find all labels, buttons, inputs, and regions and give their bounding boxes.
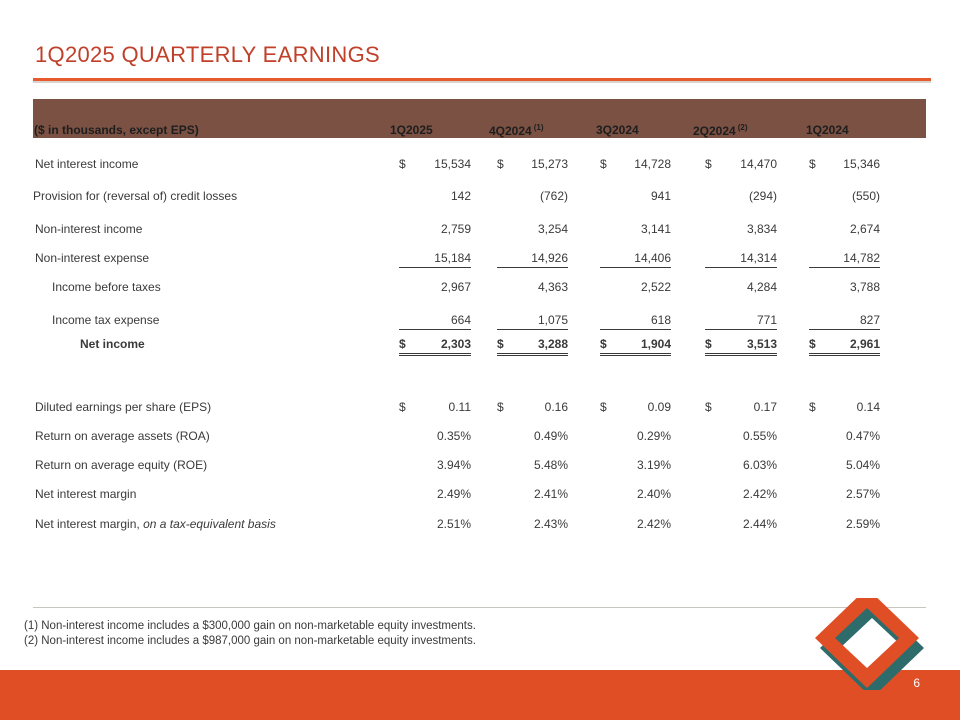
table-cell	[705, 487, 777, 503]
cell-value: 2.42%	[742, 487, 777, 501]
table-cell	[600, 222, 671, 238]
table-cell	[399, 251, 471, 268]
table-cell	[809, 157, 880, 173]
row-label: Income tax expense	[52, 313, 160, 327]
table-cell	[705, 429, 777, 445]
cell-value: 4,284	[746, 280, 777, 294]
footnote-1: (1) Non-interest income includes a $300,000 gain on non-marketable equity investments.	[24, 620, 476, 632]
cell-value: 0.17	[753, 400, 777, 414]
table-cell	[809, 251, 880, 268]
cell-value: 664	[450, 313, 471, 327]
cell-value: 2.57%	[845, 487, 880, 501]
table-cell	[399, 487, 471, 503]
table-cell	[399, 313, 471, 330]
cell-value: 14,926	[531, 251, 568, 265]
cell-value: 14,406	[634, 251, 671, 265]
header-label: ($ in thousands, except EPS)	[34, 123, 199, 137]
table-cell	[600, 400, 671, 416]
row-label: Net interest income	[35, 157, 139, 171]
cell-value: 1,904	[640, 337, 671, 351]
currency-symbol: $	[399, 400, 406, 414]
row-label: Net interest margin, on a tax-equivalent basis	[35, 517, 276, 531]
row-label: Net income	[80, 337, 145, 351]
table-cell	[399, 429, 471, 445]
table-cell	[809, 280, 880, 296]
cell-value: 14,314	[740, 251, 777, 265]
table-cell	[497, 487, 568, 503]
cell-value: (550)	[851, 189, 880, 203]
header-col-1q2024: 1Q2024	[806, 123, 849, 137]
table-cell	[399, 222, 471, 238]
row-label: Non-interest expense	[35, 251, 150, 265]
table-cell	[497, 400, 568, 416]
cell-value: 2.44%	[742, 517, 777, 531]
table-row	[0, 222, 960, 240]
cell-value: 0.47%	[845, 429, 880, 443]
cell-value: 3.94%	[436, 458, 471, 472]
cell-value: 2,961	[849, 337, 880, 351]
footnotes	[24, 619, 476, 649]
currency-symbol: $	[809, 157, 816, 171]
cell-value: 2.41%	[533, 487, 568, 501]
row-label: Diluted earnings per share (EPS)	[35, 400, 212, 414]
currency-symbol: $	[497, 157, 504, 171]
currency-symbol: $	[399, 337, 406, 351]
cell-value: (762)	[539, 189, 568, 203]
cell-value: 3,288	[537, 337, 568, 351]
cell-value: 0.49%	[533, 429, 568, 443]
cell-value: 0.16	[544, 400, 568, 414]
currency-symbol: $	[600, 400, 607, 414]
cell-value: 4,363	[537, 280, 568, 294]
table-cell	[497, 222, 568, 238]
cell-value: 618	[650, 313, 671, 327]
row-label: Net interest margin	[35, 487, 137, 501]
row-label: Provision for (reversal of) credit losses	[33, 189, 238, 203]
footnote-rule	[33, 607, 926, 608]
table-cell	[497, 189, 568, 205]
table-cell	[497, 157, 568, 173]
cell-value: 0.09	[647, 400, 671, 414]
cell-value: 0.29%	[636, 429, 671, 443]
header-col-1q2025: 1Q2025	[390, 123, 433, 137]
currency-symbol: $	[497, 400, 504, 414]
cell-value: 941	[650, 189, 671, 203]
table-cell	[705, 458, 777, 474]
table-cell	[600, 251, 671, 268]
cell-value: 2,522	[640, 280, 671, 294]
table-cell	[705, 337, 777, 356]
currency-symbol: $	[705, 337, 712, 351]
currency-symbol: $	[705, 157, 712, 171]
table-cell	[809, 429, 880, 445]
cell-value: 15,346	[843, 157, 880, 171]
cell-value: 15,184	[434, 251, 471, 265]
table-cell	[600, 517, 671, 533]
table-cell	[497, 280, 568, 296]
table-cell	[497, 458, 568, 474]
table-cell	[497, 517, 568, 533]
table-row	[0, 280, 960, 298]
cell-value: 0.11	[448, 400, 471, 414]
cell-value: 2,967	[440, 280, 471, 294]
table-cell	[497, 429, 568, 445]
cell-value: 2,303	[440, 337, 471, 351]
currency-symbol: $	[497, 337, 504, 351]
table-cell	[600, 189, 671, 205]
table-cell	[399, 337, 471, 356]
table-cell	[600, 458, 671, 474]
cell-value: 771	[756, 313, 777, 327]
currency-symbol: $	[809, 400, 816, 414]
header-col-2q2024: 2Q2024 $^{(2)}$	[693, 123, 748, 138]
cell-value: 5.48%	[533, 458, 568, 472]
row-label-italic: on a tax-equivalent basis	[143, 517, 276, 531]
table-cell	[497, 313, 568, 330]
cell-value: 3,513	[746, 337, 777, 351]
cell-value: 0.55%	[742, 429, 777, 443]
row-label: Return on average equity (ROE)	[35, 458, 208, 472]
table-cell	[399, 157, 471, 173]
currency-symbol: $	[809, 337, 816, 351]
cell-value: 3,141	[640, 222, 671, 236]
currency-symbol: $	[399, 157, 406, 171]
table-cell	[600, 280, 671, 296]
table-cell	[809, 189, 880, 205]
table-cell	[705, 157, 777, 173]
currency-symbol: $	[705, 400, 712, 414]
table-cell	[705, 280, 777, 296]
cell-value: 0.35%	[436, 429, 471, 443]
table-cell	[809, 487, 880, 503]
table-row	[0, 313, 960, 331]
cell-value: 15,534	[434, 157, 471, 171]
page-title: 1Q2025 QUARTERLY EARNINGS	[35, 42, 380, 67]
table-cell	[497, 337, 568, 356]
cell-value: 2.51%	[436, 517, 471, 531]
table-cell	[809, 222, 880, 238]
table-row	[0, 400, 960, 418]
table-cell	[399, 458, 471, 474]
table-cell	[809, 400, 880, 416]
table-cell	[809, 337, 880, 356]
table-cell	[600, 429, 671, 445]
table-row	[0, 429, 960, 447]
header-note-1: (1)	[533, 123, 544, 132]
table-cell	[600, 337, 671, 356]
cell-value: 14,782	[843, 251, 880, 265]
cell-value: 6.03%	[742, 458, 777, 472]
row-label: Non-interest income	[35, 222, 143, 236]
cell-value: 3,254	[537, 222, 568, 236]
table-row	[0, 487, 960, 505]
cell-value: 14,728	[634, 157, 671, 171]
cell-value: 2.43%	[533, 517, 568, 531]
cell-value: 3.19%	[636, 458, 671, 472]
table-row-total	[0, 337, 960, 355]
currency-symbol: $	[600, 337, 607, 351]
header-col-3q2024: 3Q2024	[596, 123, 639, 137]
table-cell	[809, 313, 880, 330]
table-cell	[809, 458, 880, 474]
cell-value: 2.42%	[636, 517, 671, 531]
cell-value: 2.40%	[636, 487, 671, 501]
cell-value: 1,075	[537, 313, 568, 327]
currency-symbol: $	[600, 157, 607, 171]
cell-value: 5.04%	[845, 458, 880, 472]
cell-value: 142	[450, 189, 471, 203]
table-row	[0, 189, 960, 207]
cell-value: 2,674	[849, 222, 880, 236]
cell-value: 14,470	[740, 157, 777, 171]
header-col-4q2024: 4Q2024 $^{(1)}$	[489, 123, 544, 138]
table-cell	[705, 313, 777, 330]
table-header	[33, 99, 926, 138]
cell-value: 0.14	[856, 400, 880, 414]
table-row	[0, 517, 960, 535]
table-cell	[600, 157, 671, 173]
header-note-2: (2)	[737, 123, 748, 132]
table-cell	[600, 313, 671, 330]
table-cell	[705, 400, 777, 416]
table-cell	[705, 517, 777, 533]
table-cell	[705, 251, 777, 268]
footnote-2: (2) Non-interest income includes a $987,000 gain on non-marketable equity investments.	[24, 635, 476, 647]
table-cell	[399, 189, 471, 205]
cell-value: 3,834	[746, 222, 777, 236]
cell-value: 2.59%	[845, 517, 880, 531]
table-cell	[705, 189, 777, 205]
table-cell	[399, 400, 471, 416]
table-row	[0, 157, 960, 175]
table-cell	[399, 517, 471, 533]
cell-value: 3,788	[849, 280, 880, 294]
cell-value: 2.49%	[436, 487, 471, 501]
table-cell	[399, 280, 471, 296]
table-row	[0, 251, 960, 269]
table-cell	[705, 222, 777, 238]
table-cell	[600, 487, 671, 503]
row-label: Return on average assets (ROA)	[35, 429, 210, 443]
row-label: Income before taxes	[52, 280, 161, 294]
table-cell	[497, 251, 568, 268]
cell-value: 2,759	[440, 222, 471, 236]
table-row	[0, 458, 960, 476]
table-cell	[809, 517, 880, 533]
cell-value: 15,273	[531, 157, 568, 171]
cell-value: (294)	[748, 189, 777, 203]
page-number: 6	[913, 676, 920, 690]
title-rule-shadow	[33, 81, 931, 83]
cell-value: 827	[859, 313, 880, 327]
